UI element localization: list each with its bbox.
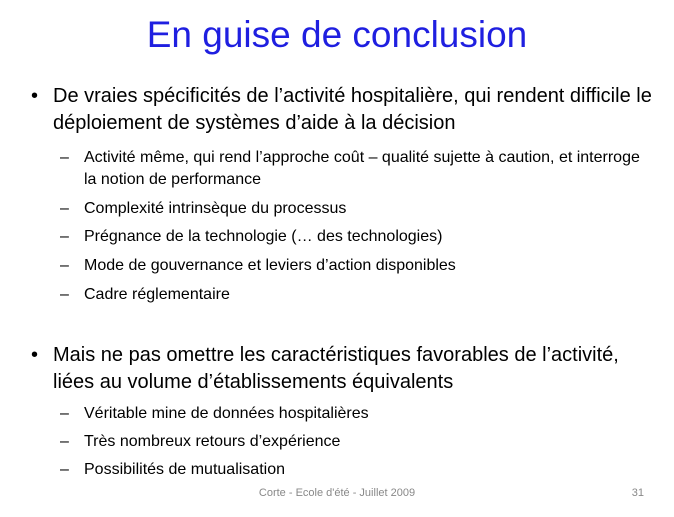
slide-page-number: 31 [631,487,644,499]
bullet-1-subitem-4: Mode de gouvernance et leviers d’action disponibles [84,257,456,274]
dash-marker: – [60,228,69,245]
bullet-1-subitem-1: Activité même, qui rend l’approche coût – qualité sujette à caution, et interroge la notion de performance [84,149,640,188]
slide-title: En guise de conclusion [146,14,528,55]
bullet-1-subitem-3: Prégnance de la technologie (… des technologies) [84,228,443,245]
bullet-1-text: De vraies spécificités de l’activité hospitalière, qui rendent difficile le déploiement de systèmes d’aide à la décision [53,85,652,134]
bullet-2-subitem-3: Possibilités de mutualisation [84,461,285,478]
dash-marker: – [60,286,69,303]
bullet-2-subitem-1: Véritable mine de données hospitalières [84,405,369,422]
dash-marker: – [60,257,69,274]
dash-marker: – [60,149,69,166]
slide-footer: Corte - Ecole d'été - Juillet 2009 [258,487,416,499]
dash-marker: – [60,405,69,422]
dash-marker: – [60,433,69,450]
bullet-1-subitem-2: Complexité intrinsèque du processus [84,200,347,217]
dash-marker: – [60,200,69,217]
bullet-marker: • [31,85,39,107]
bullet-2-subitem-2: Très nombreux retours d’expérience [84,433,341,450]
bullet-marker: • [31,344,39,366]
dash-marker: – [60,461,69,478]
bullet-2-text: Mais ne pas omettre les caractéristiques favorables de l’activité, liées au volume d’établissements équivalents [53,344,619,393]
bullet-1-subitem-5: Cadre réglementaire [84,286,230,303]
